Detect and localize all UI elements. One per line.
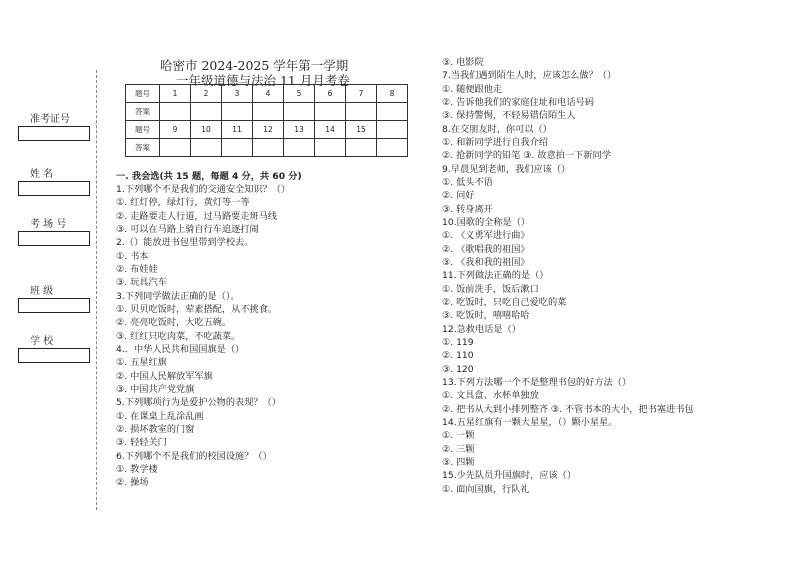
option-text: ①. 文具盒、水杯单独放 <box>442 390 539 401</box>
option-text: ①. 贝贝吃饭时，荤素搭配，从不挑食。 <box>116 304 278 315</box>
answer-cell[interactable] <box>315 103 346 121</box>
option-text: ①. 教学楼 <box>116 464 158 475</box>
table-cell: 10 <box>191 121 222 139</box>
school-label: 学 校 <box>30 336 54 347</box>
option-text: ①. 在课桌上乱涂乱画 <box>116 411 204 422</box>
table-cell: 1 <box>160 85 191 103</box>
table-cell: 15 <box>346 121 377 139</box>
table-cell: 4 <box>253 85 284 103</box>
school-field[interactable] <box>18 348 90 363</box>
answer-cell[interactable] <box>284 139 315 157</box>
question-text: 10.国歌的全称是（） <box>442 217 531 228</box>
answer-cell[interactable] <box>346 139 377 157</box>
option-text: ②. 问好 <box>442 190 475 201</box>
question-text: 7.当我们遇到陌生人时，应该怎么做？（） <box>442 70 617 81</box>
option-text: ②. 吃饭时，只吃自己爱吃的菜 <box>442 297 567 308</box>
option-text: ②. 走路要走人行道，过马路要走斑马线 <box>116 211 278 222</box>
answer-cell[interactable] <box>222 139 253 157</box>
option-text: ①. 饭前洗手，饭后漱口 <box>442 284 539 295</box>
binding-line <box>96 70 97 510</box>
answer-table <box>125 84 408 157</box>
option-text: ①. 五星红旗 <box>116 357 167 368</box>
answer-cell[interactable] <box>253 103 284 121</box>
table-cell: 9 <box>160 121 191 139</box>
exam-room-field[interactable] <box>18 231 90 246</box>
answer-cell[interactable] <box>377 139 408 157</box>
option-text: ②. 操场 <box>116 477 149 488</box>
table-row <box>126 103 408 121</box>
option-text: ②. 亮亮吃饭时，大吃五碗。 <box>116 317 232 328</box>
name-label: 姓 名 <box>30 169 54 180</box>
question-text: 6.下列哪个不是我们的校园设施？（） <box>116 451 272 462</box>
option-text: ③. 电影院 <box>442 57 484 68</box>
option-text: ①. 低头不语 <box>442 177 493 188</box>
question-text: 4.．中华人民共和国国旗是（） <box>116 344 245 355</box>
class-field[interactable] <box>18 298 90 313</box>
option-text: ③. 保持警惕，不轻易错信陌生人 <box>442 110 576 121</box>
exam-title-line2: 一年级道德与法治 11 月月考卷 <box>176 73 350 88</box>
option-text: ①. 随便跟他走 <box>442 84 503 95</box>
option-text: ②. 损坏教室的门窗 <box>116 424 195 435</box>
question-text: 1.下列哪个不是我们的交通安全知识？（） <box>116 184 291 195</box>
answer-cell[interactable] <box>191 139 222 157</box>
exam-title-line1: 哈密市 2024-2025 学年第一学期 <box>160 58 349 73</box>
answer-cell[interactable] <box>284 103 315 121</box>
option-text: ②. 110 <box>442 350 474 361</box>
table-cell: 2 <box>191 85 222 103</box>
question-text: 3.下列同学做法正确的是（）。 <box>116 291 240 302</box>
class-label: 班 级 <box>30 286 54 297</box>
table-row <box>126 139 408 157</box>
option-text: ①. 和新同学进行自我介绍 <box>442 137 548 148</box>
answer-cell[interactable] <box>315 139 346 157</box>
option-text: ②. 把书从大到小排列整齐 ③. 不管书本的大小，把书塞进书包 <box>442 404 694 415</box>
answer-cell[interactable] <box>346 103 377 121</box>
table-cell: 6 <box>315 85 346 103</box>
answer-cell[interactable] <box>160 139 191 157</box>
table-row <box>126 85 408 103</box>
option-text: ②. 抢新同学的铅笔 ③. 故意拍一下新同学 <box>442 150 611 161</box>
option-text: ②. 告诉他我们的家庭住址和电话号码 <box>442 97 594 108</box>
name-field[interactable] <box>18 181 90 196</box>
option-text: ③. 《我和我的祖国》 <box>442 257 530 268</box>
option-text: ①. 书本 <box>116 251 149 262</box>
question-text: 12.急救电话是（） <box>442 324 521 335</box>
option-text: ③. 转身离开 <box>442 204 493 215</box>
option-text: ③. 玩具汽车 <box>116 277 167 288</box>
table-cell <box>377 121 408 139</box>
table-row <box>126 121 408 139</box>
table-cell: 12 <box>253 121 284 139</box>
option-text: ③. 红红只吃肉菜，不吃蔬菜。 <box>116 331 241 342</box>
question-text: 14.五星红旗有一颗大星星，（）颗小星星。 <box>442 417 618 428</box>
table-cell: 13 <box>284 121 315 139</box>
answer-cell[interactable] <box>253 139 284 157</box>
table-cell: 14 <box>315 121 346 139</box>
section-heading: 一. 我会选(共 15 题，每题 4 分，共 60 分) <box>116 171 302 182</box>
table-cell: 8 <box>377 85 408 103</box>
question-text: 13.下列方法哪一个不是整理书包的好方法（） <box>442 377 632 388</box>
answer-cell[interactable] <box>222 103 253 121</box>
answer-cell[interactable] <box>160 103 191 121</box>
table-cell: 7 <box>346 85 377 103</box>
option-text: ②. 三颗 <box>442 444 475 455</box>
answer-cell[interactable] <box>377 103 408 121</box>
table-cell: 3 <box>222 85 253 103</box>
exam-room-label: 考 场 号 <box>30 219 67 230</box>
option-text: ①. 119 <box>442 337 474 348</box>
option-text: ③. 120 <box>442 364 474 375</box>
table-cell: 11 <box>222 121 253 139</box>
option-text: ①. 红灯停，绿灯行，黄灯等一等 <box>116 197 250 208</box>
question-text: 8.在交朋友时，你可以（） <box>442 124 552 135</box>
question-text: 5.下列哪项行为是爱护公物的表现？（） <box>116 397 281 408</box>
option-text: ②. 中国人民解放军军旗 <box>116 371 213 382</box>
option-text: ③. 可以在马路上骑自行车追逐打闹 <box>116 224 259 235</box>
table-cell: 答案 <box>126 103 160 121</box>
question-text: 2.（）能放进书包里带到学校去。 <box>116 237 254 248</box>
option-text: ③. 四颗 <box>442 457 475 468</box>
question-text: 15.少先队员升国旗时，应该（） <box>442 470 577 481</box>
exam-number-label: 准考证号 <box>30 114 70 125</box>
answer-cell[interactable] <box>191 103 222 121</box>
table-cell: 题号 <box>126 121 160 139</box>
question-text: 9.早晨见到老师，我们应该（） <box>442 164 571 175</box>
option-text: ①. 《义勇军进行曲》 <box>442 230 530 241</box>
option-text: ②. 布娃娃 <box>116 264 158 275</box>
table-cell: 题号 <box>126 85 160 103</box>
exam-number-field[interactable] <box>18 126 90 141</box>
option-text: ③. 轻轻关门 <box>116 437 167 448</box>
option-text: ③. 吃饭时，嘻嘻哈哈 <box>442 310 530 321</box>
question-text: 11.下列做法正确的是（） <box>442 270 549 281</box>
option-text: ①. 一颗 <box>442 430 475 441</box>
table-cell: 5 <box>284 85 315 103</box>
table-cell: 答案 <box>126 139 160 157</box>
option-text: ①. 面向国旗，行队礼 <box>442 484 530 495</box>
option-text: ③. 中国共产党党旗 <box>116 384 195 395</box>
option-text: ②. 《歌唱我的祖国》 <box>442 244 530 255</box>
